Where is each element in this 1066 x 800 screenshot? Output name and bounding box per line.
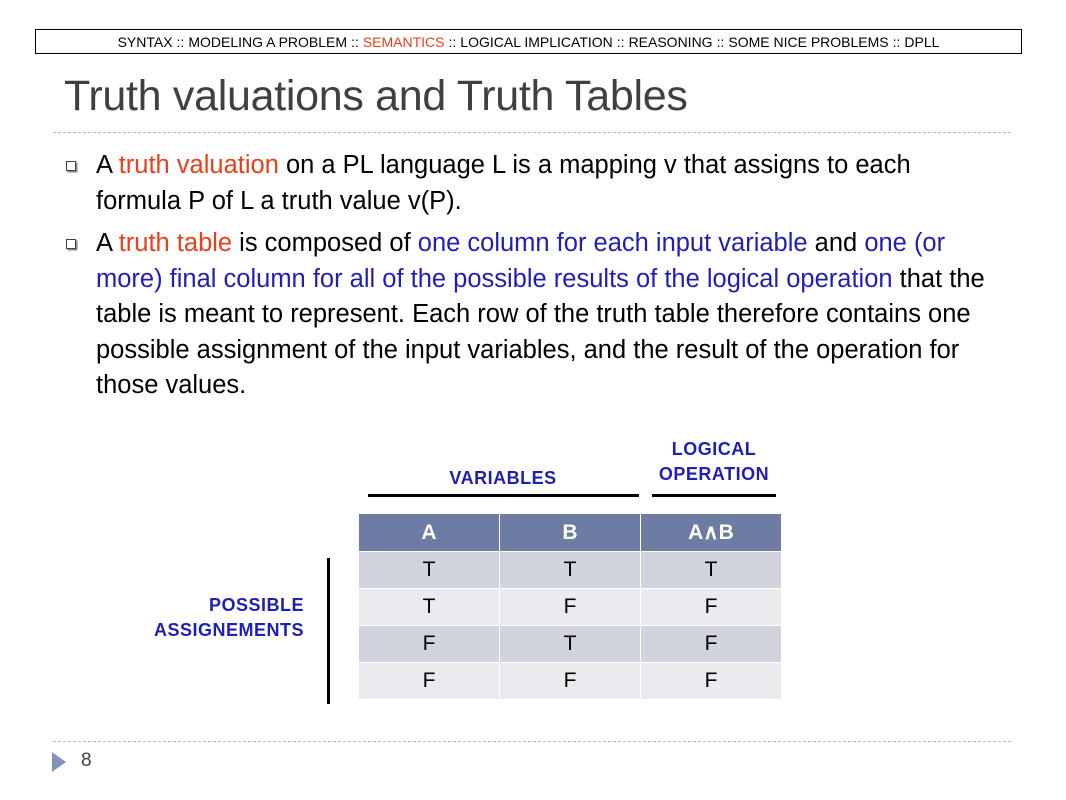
column-header: A∧B xyxy=(641,514,782,552)
truth-table xyxy=(358,513,782,700)
highlighted-term: one column for each input variable xyxy=(417,229,808,257)
bullet-text: A xyxy=(96,229,119,257)
bullet-text: that the table is meant to represent. Each row of the truth table therefore contains one possible assignment of the input variables, and the result of the operation for those values. xyxy=(96,264,985,399)
bullet-text: is composed of xyxy=(232,229,418,257)
bullet-text: A xyxy=(96,151,119,179)
table-cell: F xyxy=(359,663,500,700)
title-divider xyxy=(53,132,1011,133)
page-number: 8 xyxy=(81,750,92,771)
assignments-bracket-line xyxy=(327,558,330,704)
bullet-list xyxy=(66,148,996,411)
table-cell: F xyxy=(641,589,782,626)
section-nav-bar xyxy=(35,29,1022,54)
nav-separator: :: xyxy=(616,33,625,50)
table-cell: F xyxy=(641,663,782,700)
bullet-item xyxy=(66,148,996,219)
highlighted-term: truth valuation xyxy=(118,151,279,179)
nav-item-some-nice-problems[interactable]: SOME NICE PROBLEMS xyxy=(728,33,889,50)
logical-operation-bracket-line xyxy=(652,494,776,497)
table-row xyxy=(359,589,782,626)
footer-divider xyxy=(53,741,1011,742)
column-header: A xyxy=(359,514,500,552)
table-row xyxy=(359,626,782,663)
square-bullet-icon xyxy=(66,239,76,249)
column-header: B xyxy=(500,514,641,552)
table-cell: T xyxy=(359,552,500,589)
logical-operation-label: LOGICAL OPERATION xyxy=(658,439,770,484)
slide-title: Truth valuations and Truth Tables xyxy=(64,72,688,120)
nav-separator: :: xyxy=(716,33,725,50)
square-bullet-icon xyxy=(66,161,76,171)
table-cell: F xyxy=(359,626,500,663)
nav-item-modeling-a-problem[interactable]: MODELING A PROBLEM xyxy=(188,33,348,50)
table-cell: F xyxy=(500,589,641,626)
table-cell: F xyxy=(500,663,641,700)
nav-separator: :: xyxy=(176,33,185,50)
table-cell: T xyxy=(641,552,782,589)
highlighted-term: truth table xyxy=(118,229,233,257)
nav-item-reasoning[interactable]: REASONING xyxy=(628,33,713,50)
variables-label: VARIABLES xyxy=(449,468,557,488)
bullet-text: on a PL language L is a mapping v that assigns to each formula P of L a truth value v(P). xyxy=(96,151,911,215)
highlighted-term: one (or more) final column for all of the possible results of the logical operation xyxy=(96,229,946,293)
table-cell: F xyxy=(641,626,782,663)
nav-item-logical-implication[interactable]: LOGICAL IMPLICATION xyxy=(460,33,613,50)
nav-separator: :: xyxy=(448,33,457,50)
table-cell: T xyxy=(500,552,641,589)
nav-item-dpll[interactable]: DPLL xyxy=(904,33,940,50)
table-row xyxy=(359,663,782,700)
bullet-item xyxy=(66,226,996,404)
table-cell: T xyxy=(359,589,500,626)
nav-separator: :: xyxy=(892,33,901,50)
variables-bracket-line xyxy=(368,494,639,497)
page-marker-icon xyxy=(52,752,66,772)
table-cell: T xyxy=(500,626,641,663)
bullet-text: and xyxy=(807,229,865,257)
nav-separator: :: xyxy=(351,33,359,50)
possible-assignments-label: POSSIBLE ASSIGNEMENTS xyxy=(153,595,304,640)
table-header-row xyxy=(359,514,782,552)
table-row xyxy=(359,552,782,589)
nav-item-semantics[interactable]: SEMANTICS xyxy=(362,33,445,50)
nav-item-syntax[interactable]: SYNTAX xyxy=(117,33,173,50)
